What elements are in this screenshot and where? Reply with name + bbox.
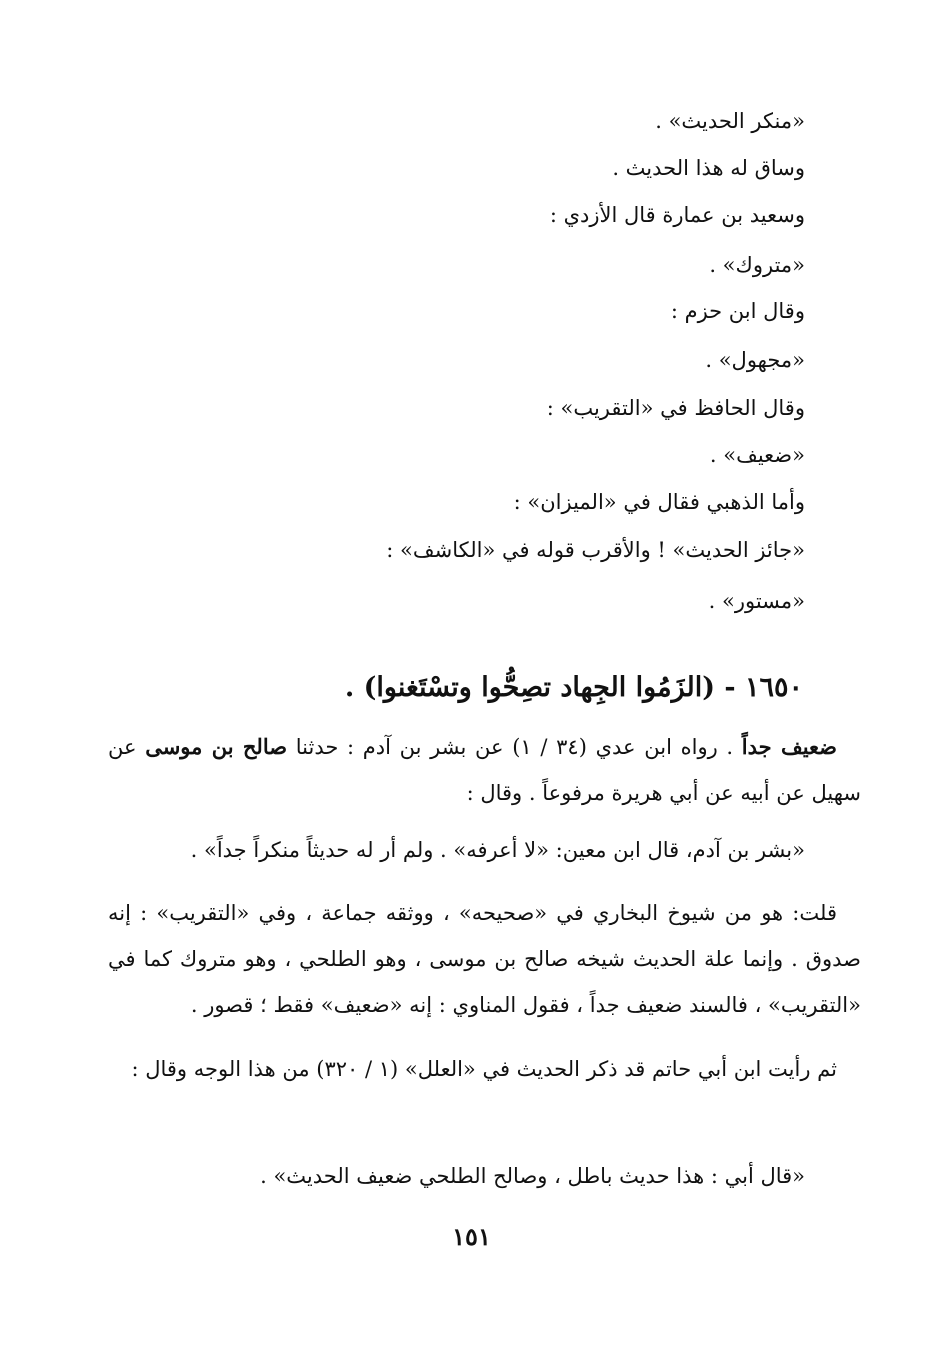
quote-ibn-adi: «بشر بن آدم، قال ابن معين: «لا أعرفه» . ولم أر له حديثاً منكراً جداً» . — [190, 838, 805, 862]
text-line-11: «مستور» . — [708, 589, 805, 613]
text-line-9: وأما الذهبي فقال في «الميزان» : — [513, 490, 805, 514]
text-line-5: وقال ابن حزم : — [670, 299, 805, 323]
text-line-10: «جائز الحديث» ! والأقرب قوله في «الكاشف» : — [386, 538, 805, 562]
text-line-3: وسعيد بن عمارة قال الأزدي : — [549, 203, 805, 227]
text-line-1: «منكر الحديث» . — [655, 109, 805, 133]
hadith-heading: ١٦٥٠ - (الزَمُوا الجِهاد تصِحُّوا وتسْتَغنوا) . — [344, 672, 803, 703]
quote-abu-hatim: «قال أبي : هذا حديث باطل ، وصالح الطلحي ضعيف الحديث» . — [260, 1164, 805, 1188]
page-number: ١٥١ — [452, 1222, 491, 1251]
paragraph-ilal: ثم رأيت ابن أبي حاتم قد ذكر الحديث في «العلل» (١ / ٣٢٠) من هذا الوجه وقال : — [131, 1057, 837, 1081]
grading-label: ضعيف جداً — [741, 734, 837, 759]
text-line-6: «مجهول» . — [705, 348, 805, 372]
paragraph-commentary: قلت: هو من شيوخ البخاري في «صحيحه» ، ووثقه جماعة ، وفي «التقريب» : إنه صدوق . وإنما علة الحديث شيخه صالح بن موسى ، وهو الطلحي ، وهو متروك كما في «التقريب» ، فالسند ضعيف جداً ، فقول المناوي : إنه «ضعيف» فقط ؛ قصور . — [108, 901, 861, 1017]
grading-text-end: عن سهيل عن أبيه عن أبي هريرة مرفوعاً . وقال : — [108, 735, 861, 805]
text-line-4: «متروك» . — [709, 253, 805, 277]
grading-text: . رواه ابن عدي (٣٤ / ١) عن بشر بن آدم : حدثنا — [287, 735, 742, 759]
text-line-2: وساق له هذا الحديث . — [612, 156, 805, 180]
narrator-name: صالح بن موسى — [145, 734, 288, 759]
text-line-8: «ضعيف» . — [709, 443, 805, 467]
paragraph-grading — [108, 724, 861, 816]
text-line-7: وقال الحافظ في «التقريب» : — [546, 396, 805, 420]
